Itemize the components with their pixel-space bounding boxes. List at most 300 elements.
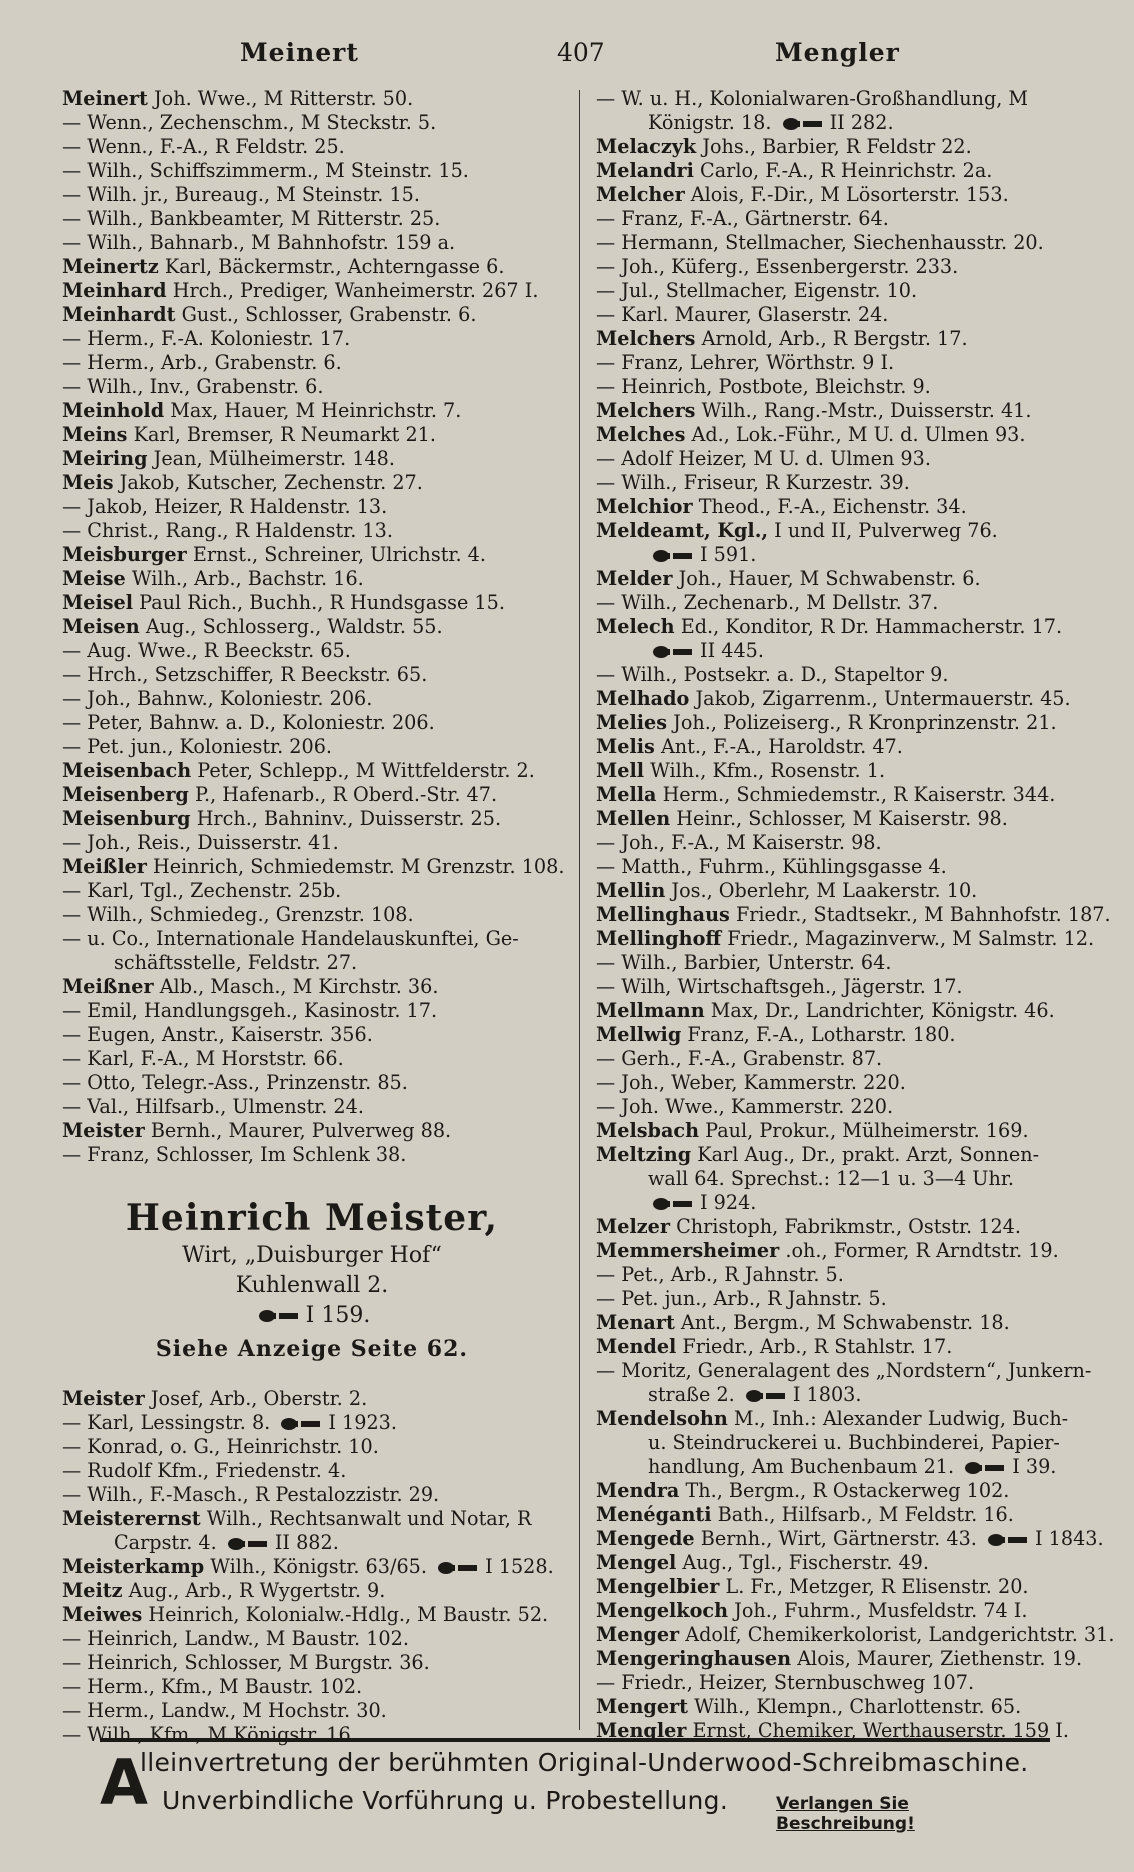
directory-entry xyxy=(596,375,1096,399)
entry-details: — Wilh., F.-Masch., R Pestalozzistr. 29. xyxy=(62,1483,440,1506)
directory-entry xyxy=(596,279,1096,303)
directory-entry xyxy=(62,231,562,255)
entry-details: Ernst., Schreiner, Ulrichstr. 4. xyxy=(192,543,486,566)
left-entries xyxy=(62,87,565,1167)
entry-details: — Heinrich, Postbote, Bleichstr. 9. xyxy=(596,375,931,398)
entry-details: — Herm., Kfm., M Baustr. 102. xyxy=(62,1675,363,1698)
entry-details: — Moritz, Generalagent des „Nordstern“, Junkern- xyxy=(596,1359,1092,1382)
directory-entry xyxy=(62,639,562,663)
entry-details: — Joh., Weber, Kammerstr. 220. xyxy=(596,1071,906,1094)
entry-details: — Christ., Rang., R Haldenstr. 13. xyxy=(62,519,393,542)
telephone-icon xyxy=(437,1561,481,1575)
entry-phone-number: II 445. xyxy=(700,639,764,662)
directory-entry xyxy=(596,1383,1096,1407)
directory-entry xyxy=(596,1623,1115,1647)
directory-entry xyxy=(596,1479,1096,1503)
directory-entry xyxy=(596,1191,1096,1215)
entry-details: — Aug. Wwe., R Beeckstr. 65. xyxy=(62,639,351,662)
entry-details: — Peter, Bahnw. a. D., Koloniestr. 206. xyxy=(62,711,435,734)
directory-entry xyxy=(596,759,1096,783)
entry-details: Arnold, Arb., R Bergstr. 17. xyxy=(701,327,968,350)
directory-entry xyxy=(596,87,1096,111)
directory-entry xyxy=(596,783,1096,807)
directory-entry xyxy=(62,759,562,783)
entry-surname: Mellin xyxy=(596,879,666,902)
directory-entry xyxy=(62,927,562,951)
directory-entry xyxy=(62,783,562,807)
entry-details: — Pet. jun., Arb., R Jahnstr. 5. xyxy=(596,1287,887,1310)
entry-details: Alois, F.-Dir., M Lösorterstr. 153. xyxy=(690,183,1009,206)
directory-entry xyxy=(62,1555,562,1579)
directory-entry xyxy=(596,1599,1096,1623)
left-entries-after xyxy=(62,1387,562,1747)
entry-details: Königstr. 18. xyxy=(648,111,772,134)
entry-details: — Wilh., Bankbeamter, M Ritterstr. 25. xyxy=(62,207,441,230)
entry-details: Adolf, Chemikerkolorist, Landgerichtstr. 31. xyxy=(685,1623,1115,1646)
entry-details: Bath., Hilfsarb., M Feldstr. 16. xyxy=(717,1503,1014,1526)
entry-surname: Mengelkoch xyxy=(596,1599,729,1622)
entry-details: — Konrad, o. G., Heinrichstr. 10. xyxy=(62,1435,379,1458)
directory-entry xyxy=(62,1119,562,1143)
footer-line-1: lleinvertretung der berühmten Original-Underwood-Schreibmaschine. xyxy=(140,1748,1029,1777)
directory-entry xyxy=(62,303,562,327)
entry-details: Ed., Konditor, R Dr. Hammacherstr. 17. xyxy=(680,615,1063,638)
directory-entry xyxy=(62,519,562,543)
entry-surname: Melcher xyxy=(596,183,685,206)
entry-details: Karl, Bäckermstr., Achterngasse 6. xyxy=(164,255,505,278)
entry-details: .oh., Former, R Arndtstr. 19. xyxy=(785,1239,1059,1262)
directory-entry xyxy=(62,807,562,831)
ad-phone xyxy=(62,1301,562,1331)
directory-entry xyxy=(596,1503,1096,1527)
directory-entry xyxy=(62,1435,562,1459)
directory-entry xyxy=(596,663,1096,687)
entry-surname: Melchers xyxy=(596,399,696,422)
entry-surname: Melchers xyxy=(596,327,696,350)
entry-phone-number: II 882. xyxy=(274,1531,339,1554)
entry-details: Bernh., Wirt, Gärtnerstr. 43. xyxy=(700,1527,977,1550)
entry-details: Joh., Fuhrm., Musfeldstr. 74 I. xyxy=(734,1599,1028,1622)
directory-entry xyxy=(596,687,1096,711)
right-column xyxy=(596,87,1115,1743)
directory-entry xyxy=(596,1095,1096,1119)
entry-details: Jean, Mülheimerstr. 148. xyxy=(153,447,395,470)
directory-entry xyxy=(62,471,562,495)
directory-entry xyxy=(596,1239,1096,1263)
entry-details: — Gerh., F.-A., Grabenstr. 87. xyxy=(596,1047,883,1070)
entry-surname: Melhado xyxy=(596,687,690,710)
entry-details: Carpstr. 4. xyxy=(114,1531,217,1554)
entry-details: Joh., Polizeiserg., R Kronprinzenstr. 21. xyxy=(673,711,1057,734)
entry-details: — Rudolf Kfm., Friedenstr. 4. xyxy=(62,1459,347,1482)
directory-entry xyxy=(62,1095,562,1119)
entry-details: — Wilh., Schmiedeg., Grenzstr. 108. xyxy=(62,903,414,926)
directory-entry xyxy=(596,447,1096,471)
entry-details: — Adolf Heizer, M U. d. Ulmen 93. xyxy=(596,447,931,470)
entry-surname: Meisel xyxy=(62,591,134,614)
directory-entry xyxy=(596,543,1096,567)
entry-details: — Eugen, Anstr., Kaiserstr. 356. xyxy=(62,1023,373,1046)
directory-entry xyxy=(596,399,1096,423)
telephone-icon xyxy=(652,645,696,659)
directory-entry xyxy=(596,1431,1096,1455)
directory-entry xyxy=(596,1527,1104,1551)
entry-details: Karl Aug., Dr., prakt. Arzt, Sonnen- xyxy=(697,1143,1040,1166)
entry-surname: Meinhardt xyxy=(62,303,176,326)
directory-entry xyxy=(62,1531,562,1555)
directory-entry xyxy=(62,279,562,303)
directory-entry xyxy=(62,255,562,279)
directory-entry xyxy=(596,975,1096,999)
entry-details: Friedr., Arb., R Stahlstr. 17. xyxy=(682,1335,953,1358)
entry-details: Ant., Bergm., M Schwabenstr. 18. xyxy=(680,1311,1010,1334)
entry-details: — Wilh., Zechenarb., M Dellstr. 37. xyxy=(596,591,939,614)
entry-details: — Franz, F.-A., Gärtnerstr. 64. xyxy=(596,207,889,230)
entry-surname: Meiwes xyxy=(62,1603,143,1626)
directory-entry xyxy=(62,951,562,975)
entry-details: — Joh. Wwe., Kammerstr. 220. xyxy=(596,1095,894,1118)
entry-surname: Mengel xyxy=(596,1551,677,1574)
entry-surname: Melsbach xyxy=(596,1119,700,1142)
footer-initial: A xyxy=(100,1746,148,1819)
ad-line-1: Wirt, „Duisburger Hof“ xyxy=(182,1243,442,1268)
entry-surname: Mellen xyxy=(596,807,671,830)
entry-details: — Herm., Landw., M Hochstr. 30. xyxy=(62,1699,387,1722)
directory-entry xyxy=(596,1287,1096,1311)
directory-entry xyxy=(62,543,562,567)
entry-details: — Wilh., Kfm., M Königstr. 16. xyxy=(62,1723,357,1746)
entry-details: Johs., Barbier, R Feldstr 22. xyxy=(702,135,972,158)
directory-entry xyxy=(596,903,1111,927)
telephone-icon xyxy=(227,1537,271,1551)
entry-surname: Mendra xyxy=(596,1479,680,1502)
telephone-icon xyxy=(745,1389,789,1403)
entry-details: — Val., Hilfsarb., Ulmenstr. 24. xyxy=(62,1095,364,1118)
directory-entry xyxy=(596,567,1096,591)
entry-details: Hrch., Bahninv., Duisserstr. 25. xyxy=(196,807,502,830)
directory-entry xyxy=(62,399,562,423)
directory-entry xyxy=(596,1119,1096,1143)
entry-surname: Mellwig xyxy=(596,1023,682,1046)
entry-details: — u. Co., Internationale Handelauskunftei, Ge- xyxy=(62,927,519,950)
entry-details: Herm., Schmiedemstr., R Kaiserstr. 344. xyxy=(662,783,1056,806)
entry-surname: Memmersheimer xyxy=(596,1239,780,1262)
telephone-icon xyxy=(258,1309,302,1323)
entry-details: Max, Dr., Landrichter, Königstr. 46. xyxy=(710,999,1055,1022)
directory-entry xyxy=(62,207,562,231)
entry-surname: Meins xyxy=(62,423,128,446)
directory-entry xyxy=(62,447,562,471)
ad-phone-number: I 159. xyxy=(305,1303,371,1328)
entry-surname: Mengert xyxy=(596,1695,688,1718)
ad-name: Heinrich Meister, xyxy=(125,1197,499,1239)
entry-details: Josef, Arb., Oberstr. 2. xyxy=(150,1387,368,1410)
directory-entry xyxy=(62,111,562,135)
directory-entry xyxy=(62,375,562,399)
entry-phone-number: II 282. xyxy=(829,111,894,134)
entry-details: Max, Hauer, M Heinrichstr. 7. xyxy=(170,399,462,422)
directory-entry xyxy=(596,207,1096,231)
entry-surname: Menart xyxy=(596,1311,675,1334)
directory-entry xyxy=(596,231,1096,255)
directory-entry xyxy=(596,159,1096,183)
directory-entry xyxy=(596,1359,1096,1383)
entry-details: Jos., Oberlehr, M Laakerstr. 10. xyxy=(671,879,978,902)
directory-entry xyxy=(62,423,562,447)
entry-details: — Karl, Tgl., Zechenstr. 25b. xyxy=(62,879,342,902)
entry-surname: Mengelbier xyxy=(596,1575,720,1598)
entry-details: Friedr., Magazinverw., M Salmstr. 12. xyxy=(727,927,1095,950)
entry-details: Jakob, Kutscher, Zechenstr. 27. xyxy=(119,471,423,494)
directory-entry xyxy=(596,1215,1096,1239)
ad-line-2: Kuhlenwall 2. xyxy=(235,1273,389,1298)
entry-surname: Meise xyxy=(62,567,126,590)
entry-surname: Meister xyxy=(62,1387,145,1410)
entry-surname: Meißler xyxy=(62,855,147,878)
directory-entry xyxy=(62,1699,562,1723)
directory-entry xyxy=(62,1675,562,1699)
directory-entry xyxy=(596,735,1096,759)
entry-surname: Meisterernst xyxy=(62,1507,201,1530)
entry-details: — Wilh., Barbier, Unterstr. 64. xyxy=(596,951,892,974)
entry-details: Th., Bergm., R Ostackerweg 102. xyxy=(685,1479,1010,1502)
directory-entry xyxy=(596,423,1096,447)
entry-surname: Melaczyk xyxy=(596,135,697,158)
entry-details: — Wilh., Inv., Grabenstr. 6. xyxy=(62,375,324,398)
footer-advertisement xyxy=(100,1738,1050,1834)
directory-entry xyxy=(596,879,1096,903)
page-header xyxy=(60,38,1079,78)
entry-surname: Meldeamt, Kgl., xyxy=(596,519,769,542)
footer-note: Verlangen Sie Beschreibung! xyxy=(776,1794,915,1834)
directory-entry xyxy=(62,183,562,207)
directory-entry xyxy=(62,591,562,615)
entry-surname: Mengeringhausen xyxy=(596,1647,792,1670)
directory-entry xyxy=(62,567,562,591)
footer-line-2: Unverbindliche Vorführung u. Probestellung. xyxy=(162,1786,729,1815)
entry-details: — Heinrich, Landw., M Baustr. 102. xyxy=(62,1627,409,1650)
directory-entry xyxy=(62,615,562,639)
entry-details: — Joh., Küferg., Essenbergerstr. 233. xyxy=(596,255,959,278)
entry-details: I und II, Pulverweg 76. xyxy=(774,519,998,542)
directory-entry xyxy=(62,1047,562,1071)
entry-phone-number: I 1843. xyxy=(1034,1527,1104,1550)
entry-details: Ant., F.-A., Haroldstr. 47. xyxy=(660,735,903,758)
directory-entry xyxy=(62,975,562,999)
directory-entry xyxy=(62,1507,562,1531)
entry-details: Joh., Hauer, M Schwabenstr. 6. xyxy=(678,567,981,590)
directory-entry xyxy=(596,711,1096,735)
entry-surname: Meisenbach xyxy=(62,759,192,782)
entry-surname: Meisenberg xyxy=(62,783,189,806)
entry-details: — Herm., Arb., Grabenstr. 6. xyxy=(62,351,342,374)
entry-details: — Joh., Bahnw., Koloniestr. 206. xyxy=(62,687,373,710)
entry-details: Jakob, Zigarrenm., Untermauerstr. 45. xyxy=(695,687,1071,710)
entry-surname: Melches xyxy=(596,423,686,446)
entry-surname: Meinertz xyxy=(62,255,159,278)
entry-surname: Mendelsohn xyxy=(596,1407,728,1430)
entry-details: — Matth., Fuhrm., Kühlingsgasse 4. xyxy=(596,855,947,878)
directory-entry xyxy=(62,495,562,519)
entry-details: — Wilh., Friseur, R Kurzestr. 39. xyxy=(596,471,910,494)
entry-details: Wilh., Arb., Bachstr. 16. xyxy=(131,567,364,590)
entry-details: Wilh., Königstr. 63/65. xyxy=(210,1555,427,1578)
directory-entry xyxy=(62,1387,562,1411)
entry-details: — Wilh., Postsekr. a. D., Stapeltor 9. xyxy=(596,663,949,686)
directory-entry xyxy=(62,1603,562,1627)
entry-details: P., Hafenarb., R Oberd.-Str. 47. xyxy=(194,783,498,806)
directory-entry xyxy=(596,1551,1096,1575)
entry-surname: Meisterkamp xyxy=(62,1555,205,1578)
directory-entry xyxy=(596,471,1096,495)
entry-details: — Wenn., F.-A., R Feldstr. 25. xyxy=(62,135,345,158)
entry-surname: Menger xyxy=(596,1623,680,1646)
directory-entry xyxy=(62,831,562,855)
entry-details: L. Fr., Metzger, R Elisenstr. 20. xyxy=(725,1575,1029,1598)
entry-details: — Jul., Stellmacher, Eigenstr. 10. xyxy=(596,279,918,302)
entry-surname: Melchior xyxy=(596,495,693,518)
entry-details: — Friedr., Heizer, Sternbuschweg 107. xyxy=(596,1671,975,1694)
directory-entry xyxy=(596,999,1096,1023)
directory-entry xyxy=(596,351,1096,375)
entry-details: Heinrich, Kolonialw.-Hdlg., M Baustr. 52. xyxy=(148,1603,549,1626)
telephone-icon xyxy=(782,117,826,131)
entry-details: u. Steindruckerei u. Buchbinderei, Papier- xyxy=(648,1431,1060,1454)
entry-surname: Meiring xyxy=(62,447,148,470)
entry-details: Franz, F.-A., Lotharstr. 180. xyxy=(687,1023,956,1046)
entry-surname: Mellmann xyxy=(596,999,705,1022)
entry-surname: Meinert xyxy=(62,87,148,110)
directory-entry xyxy=(62,159,562,183)
directory-entry xyxy=(62,999,562,1023)
directory-entry xyxy=(596,519,1096,543)
entry-surname: Melis xyxy=(596,735,655,758)
header-right-keyword: Mengler xyxy=(775,38,900,67)
entry-surname: Mellinghaus xyxy=(596,903,730,926)
directory-entry xyxy=(62,135,562,159)
directory-entry xyxy=(596,495,1096,519)
entry-surname: Meis xyxy=(62,471,114,494)
entry-details: Wilh., Kfm., Rosenstr. 1. xyxy=(650,759,886,782)
directory-entry xyxy=(596,1695,1096,1719)
entry-phone-number: I 1528. xyxy=(485,1555,554,1578)
entry-details: — W. u. H., Kolonialwaren-Großhandlung, M xyxy=(596,87,1029,110)
entry-phone-number: I 1803. xyxy=(792,1383,862,1406)
page-number: 407 xyxy=(557,38,605,67)
directory-entry xyxy=(596,1575,1096,1599)
entry-details: Gust., Schlosser, Grabenstr. 6. xyxy=(181,303,477,326)
directory-entry xyxy=(596,1455,1096,1479)
entry-surname: Melzer xyxy=(596,1215,670,1238)
directory-entry xyxy=(596,1311,1096,1335)
entry-surname: Mengede xyxy=(596,1527,695,1550)
entry-details: wall 64. Sprechst.: 12—1 u. 3—4 Uhr. xyxy=(648,1167,1014,1190)
entry-details: — Wilh., Schiffszimmerm., M Steinstr. 15. xyxy=(62,159,469,182)
entry-details: Alb., Masch., M Kirchstr. 36. xyxy=(159,975,439,998)
entry-phone-number: I 39. xyxy=(1012,1455,1057,1478)
entry-details: — Wenn., Zechenschm., M Steckstr. 5. xyxy=(62,111,437,134)
entry-surname: Meisburger xyxy=(62,543,187,566)
directory-entry xyxy=(596,615,1096,639)
directory-entry xyxy=(62,1651,562,1675)
entry-details: — Hermann, Stellmacher, Siechenhausstr. 20. xyxy=(596,231,1044,254)
entry-details: — Franz, Schlosser, Im Schlenk 38. xyxy=(62,1143,407,1166)
entry-surname: Melies xyxy=(596,711,668,734)
entry-surname: Melder xyxy=(596,567,673,590)
directory-entry xyxy=(596,1143,1096,1167)
entry-details: Carlo, F.-A., R Heinrichstr. 2a. xyxy=(700,159,993,182)
directory-entry xyxy=(596,255,1096,279)
telephone-icon xyxy=(987,1533,1031,1547)
entry-details: Karl, Bremser, R Neumarkt 21. xyxy=(133,423,436,446)
directory-entry xyxy=(62,1459,562,1483)
entry-surname: Meisen xyxy=(62,615,140,638)
entry-details: — Wilh., Bahnarb., M Bahnhofstr. 159 a. xyxy=(62,231,456,254)
directory-entry xyxy=(596,303,1096,327)
right-entries xyxy=(596,87,1115,1743)
entry-details: — Hrch., Setzschiffer, R Beeckstr. 65. xyxy=(62,663,428,686)
telephone-icon xyxy=(652,549,696,563)
directory-entry xyxy=(596,951,1096,975)
entry-details: — Pet. jun., Koloniestr. 206. xyxy=(62,735,333,758)
directory-entry xyxy=(62,1023,562,1047)
entry-details: Friedr., Stadtsekr., M Bahnhofstr. 187. xyxy=(735,903,1111,926)
left-column xyxy=(62,87,565,1747)
entry-details: — Franz, Lehrer, Wörthstr. 9 I. xyxy=(596,351,895,374)
entry-surname: Mengler xyxy=(596,1719,687,1742)
entry-details: — Joh., F.-A., M Kaiserstr. 98. xyxy=(596,831,882,854)
directory-entry xyxy=(62,1143,562,1167)
directory-entry xyxy=(596,855,1096,879)
telephone-icon xyxy=(964,1461,1008,1475)
entry-details: — Karl, F.-A., M Horststr. 66. xyxy=(62,1047,344,1070)
entry-details: Wilh., Klempn., Charlottenstr. 65. xyxy=(694,1695,1022,1718)
directory-entry xyxy=(62,711,562,735)
entry-surname: Mendel xyxy=(596,1335,677,1358)
directory-entry xyxy=(596,1023,1096,1047)
directory-entry xyxy=(596,183,1096,207)
entry-details: straße 2. xyxy=(648,1383,735,1406)
entry-phone-number: I 591. xyxy=(700,543,757,566)
entry-details: M., Inh.: Alexander Ludwig, Buch- xyxy=(733,1407,1069,1430)
header-left-keyword: Meinert xyxy=(240,38,359,67)
entry-details: Aug., Schlosserg., Waldstr. 55. xyxy=(145,615,443,638)
directory-entry xyxy=(596,1407,1096,1431)
directory-entry xyxy=(62,1071,562,1095)
ad-reference: Siehe Anzeige Seite 62. xyxy=(155,1336,469,1362)
entry-phone-number: I 924. xyxy=(700,1191,757,1214)
entry-surname: Mella xyxy=(596,783,657,806)
entry-details: Christoph, Fabrikmstr., Oststr. 124. xyxy=(676,1215,1021,1238)
directory-entry xyxy=(62,903,562,927)
entry-details: Heinrich, Schmiedemstr. M Grenzstr. 108. xyxy=(153,855,565,878)
directory-entry xyxy=(596,1263,1096,1287)
entry-details: — Joh., Reis., Duisserstr. 41. xyxy=(62,831,339,854)
directory-entry xyxy=(62,1627,562,1651)
entry-details: Bernh., Maurer, Pulverweg 88. xyxy=(150,1119,452,1142)
entry-surname: Meltzing xyxy=(596,1143,692,1166)
entry-details: Wilh., Rang.-Mstr., Duisserstr. 41. xyxy=(701,399,1032,422)
entry-details: Aug., Tgl., Fischerstr. 49. xyxy=(682,1551,929,1574)
directory-entry xyxy=(62,687,562,711)
directory-entry xyxy=(596,1167,1096,1191)
directory-entry xyxy=(596,1071,1096,1095)
directory-entry xyxy=(596,927,1096,951)
entry-details: Theod., F.-A., Eichenstr. 34. xyxy=(698,495,967,518)
entry-details: Heinr., Schlosser, M Kaiserstr. 98. xyxy=(676,807,1008,830)
column-divider xyxy=(579,90,580,1730)
entry-surname: Meinhard xyxy=(62,279,167,302)
